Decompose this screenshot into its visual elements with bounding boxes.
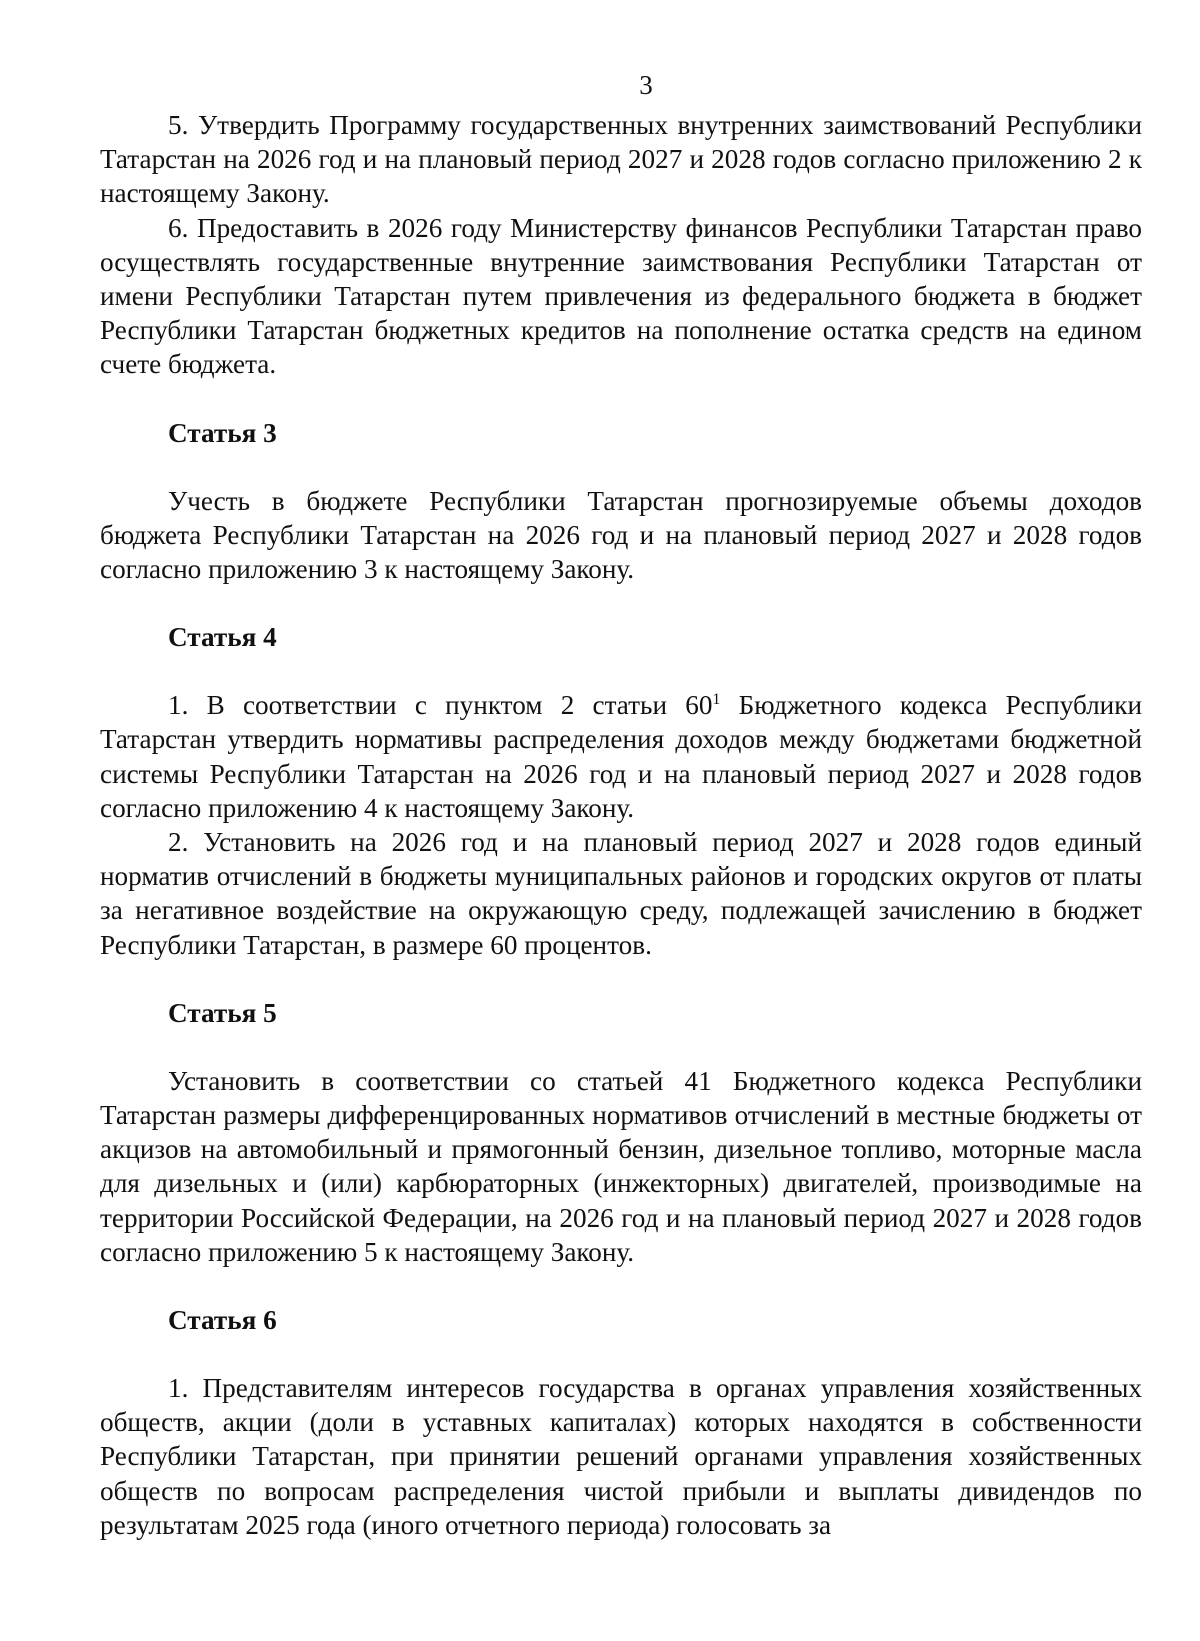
superscript: 1 bbox=[712, 691, 721, 709]
paragraph-6-1: 1. Представителям интересов государства в органах управления хозяйственных обществ, акции (доли в уставных капиталах) которых находятся в собственности Республики Татарстан, при принятии решений органами управления хозяйственных обществ по вопросам распределения чистой прибыли и выплаты дивидендов по результатам 2025 года (иного отчетного периода) голосовать за bbox=[100, 1373, 1142, 1540]
paragraph-3: Учесть в бюджете Республики Татарстан прогнозируемые объемы доходов бюджета Республики Татарстан на 2026 год и на плановый период 2027 и 2028 годов согласно приложению 3 к настоящему Закону. bbox=[100, 485, 1142, 585]
paragraph-4-1-rest: Бюджетного кодекса Республики Татарстан утвердить нормативы распределения доходов между бюджетами бюджетной системы Республики Татарстан на 2026 год и на плановый период 2027 и 2028 годов согласно приложению 4 к настоящему Закону. bbox=[100, 690, 1142, 823]
paragraph-2-5: 5. Утвердить Программу государственных внутренних заимствований Республики Татарстан на 2026 год и на плановый период 2027 и 2028 годов согласно приложению 2 к настоящему Закону. bbox=[100, 110, 1142, 209]
article-heading-6: Статья 6 bbox=[168, 1305, 277, 1336]
paragraph-4-1 bbox=[100, 688, 1142, 825]
article-heading-5: Статья 5 bbox=[168, 997, 277, 1028]
paragraph-4-1-start: 1. В соответствии с пунктом 2 статьи 60 bbox=[168, 690, 713, 721]
paragraph-4-2: 2. Установить на 2026 год и на плановый период 2027 и 2028 годов единый норматив отчислений в бюджеты муниципальных районов и городских округов от платы за негативное воздействие на окружающую среду, подлежащей зачислению в бюджет Республики Татарстан, в размере 60 процентов. bbox=[100, 827, 1142, 960]
article-heading-4: Статья 4 bbox=[168, 622, 277, 653]
paragraph-2-6: 6. Предоставить в 2026 году Министерству финансов Республики Татарстан право осуществлять государственные внутренние заимствования Республики Татарстан от имени Республики Татарстан путем привлечения из федерального бюджета в бюджет Республики Татарстан бюджетных кредитов на пополнение остатка средств на едином счете бюджета. bbox=[100, 212, 1142, 380]
paragraph-5: Установить в соответствии со статьей 41 Бюджетного кодекса Республики Татарстан размеры дифференцированных нормативов отчислений в местные бюджеты от акцизов на автомобильный и прямогонный бензин, дизельное топливо, моторные масла для дизельных и (или) карбюраторных (инжекторных) двигателей, производимые на территории Российской Федерации, на 2026 год и на плановый период 2027 и 2028 годов согласно приложению 5 к настоящему Закону. bbox=[100, 1065, 1142, 1267]
page-number: 3 bbox=[639, 70, 653, 100]
article-heading-3: Статья 3 bbox=[168, 417, 277, 448]
